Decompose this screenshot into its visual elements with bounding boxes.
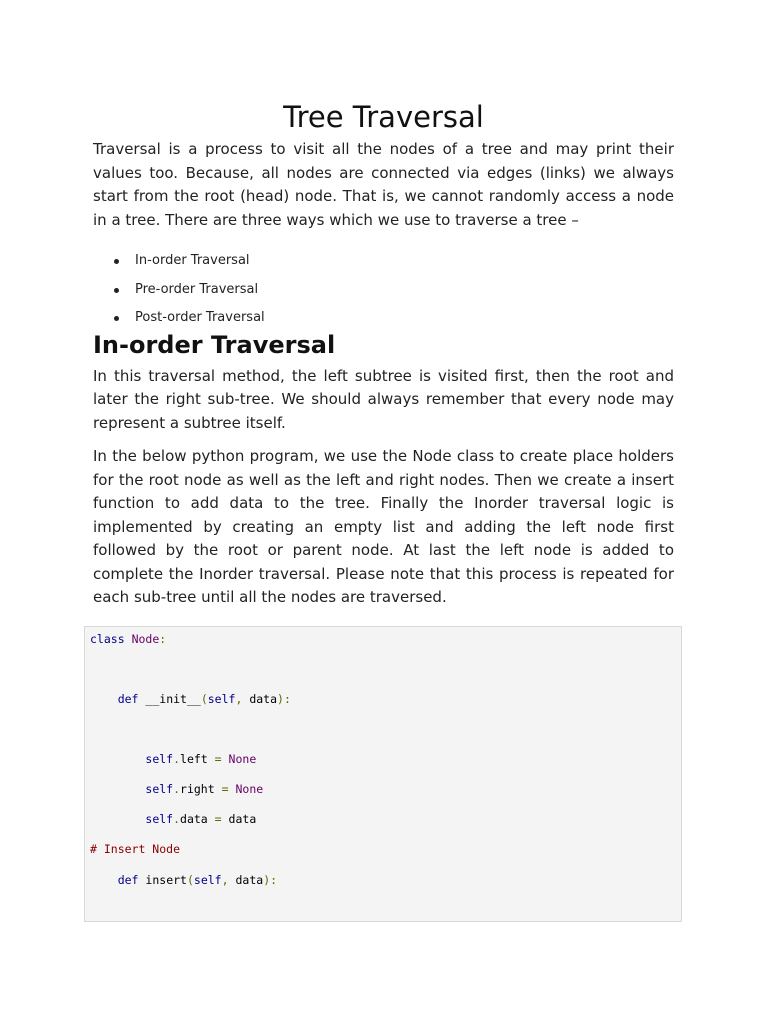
code-punctuation: . bbox=[173, 812, 181, 826]
code-class-name: Node bbox=[131, 632, 160, 646]
code-line bbox=[90, 811, 256, 827]
list-item-label: In-order Traversal bbox=[135, 253, 250, 268]
code-punctuation: : bbox=[159, 632, 167, 646]
code-line bbox=[90, 872, 277, 888]
section-paragraph: In this traversal method, the left subtree is visited first, then the root and later the right sub-tree. We should always remember that every node may represent a subtree itself. bbox=[93, 366, 674, 432]
code-keyword: self bbox=[145, 782, 174, 796]
code-line bbox=[90, 631, 166, 647]
section-heading: In-order Traversal bbox=[93, 330, 336, 359]
code-keyword: self bbox=[145, 812, 174, 826]
bullet-icon bbox=[114, 288, 119, 293]
section-paragraph: In the below python program, we use the Node class to create place holders for the root node as well as the left and right nodes. Then we create a insert function to add data to the tree. Finally the Inorder traversal logic is implemented by creating an empty list and adding the left node first followed by the root or parent node. At last the left node is added to complete the Inorder traversal. Please note that this process is repeated for each sub-tree until all the nodes are traversed. bbox=[93, 447, 674, 607]
code-punctuation: . bbox=[173, 752, 181, 766]
code-attribute: data bbox=[180, 812, 208, 826]
code-comment: # Insert Node bbox=[90, 842, 181, 856]
code-keyword: self bbox=[207, 692, 236, 706]
code-argument: data bbox=[235, 873, 264, 887]
code-keyword: def bbox=[117, 873, 139, 887]
list-item bbox=[93, 308, 674, 337]
code-punctuation: ( bbox=[200, 692, 208, 706]
code-variable: data bbox=[228, 812, 257, 826]
code-function-name: insert bbox=[145, 873, 187, 887]
code-function-name: __init__ bbox=[145, 692, 201, 706]
code-punctuation: , bbox=[235, 692, 243, 706]
code-attribute: left bbox=[180, 752, 208, 766]
code-punctuation: = bbox=[221, 782, 229, 796]
code-punctuation: = bbox=[214, 812, 222, 826]
list-item bbox=[93, 280, 674, 309]
code-block bbox=[84, 626, 682, 922]
code-line bbox=[90, 691, 291, 707]
code-attribute: right bbox=[180, 782, 215, 796]
list-item-label: Pre-order Traversal bbox=[135, 281, 259, 297]
code-keyword: class bbox=[90, 632, 125, 646]
traversal-types-list bbox=[93, 251, 674, 337]
code-punctuation: = bbox=[214, 752, 222, 766]
code-punctuation: , bbox=[221, 873, 229, 887]
code-punctuation: . bbox=[173, 782, 181, 796]
code-keyword: self bbox=[193, 873, 222, 887]
code-literal: None bbox=[228, 752, 257, 766]
page-title: Tree Traversal bbox=[283, 100, 484, 134]
code-punctuation: ): bbox=[277, 692, 291, 706]
code-line bbox=[90, 751, 256, 767]
code-punctuation: ): bbox=[263, 873, 278, 887]
code-punctuation: ( bbox=[186, 873, 194, 887]
bullet-icon bbox=[114, 316, 119, 321]
bullet-icon bbox=[114, 259, 119, 264]
code-keyword: def bbox=[117, 692, 139, 706]
list-item bbox=[93, 251, 674, 280]
code-line bbox=[90, 781, 263, 797]
code-argument: data bbox=[249, 692, 278, 706]
intro-paragraph: Traversal is a process to visit all the nodes of a tree and may print their values too. Because, all nodes are connected via edges (links) we always start from the root (head) node. That is, we cannot randomly access a node in a tree. There are three ways which we use to traverse a tree – bbox=[93, 140, 674, 229]
code-literal: None bbox=[235, 782, 264, 796]
list-item-label: Post-order Traversal bbox=[135, 310, 265, 326]
code-keyword: self bbox=[145, 752, 174, 766]
